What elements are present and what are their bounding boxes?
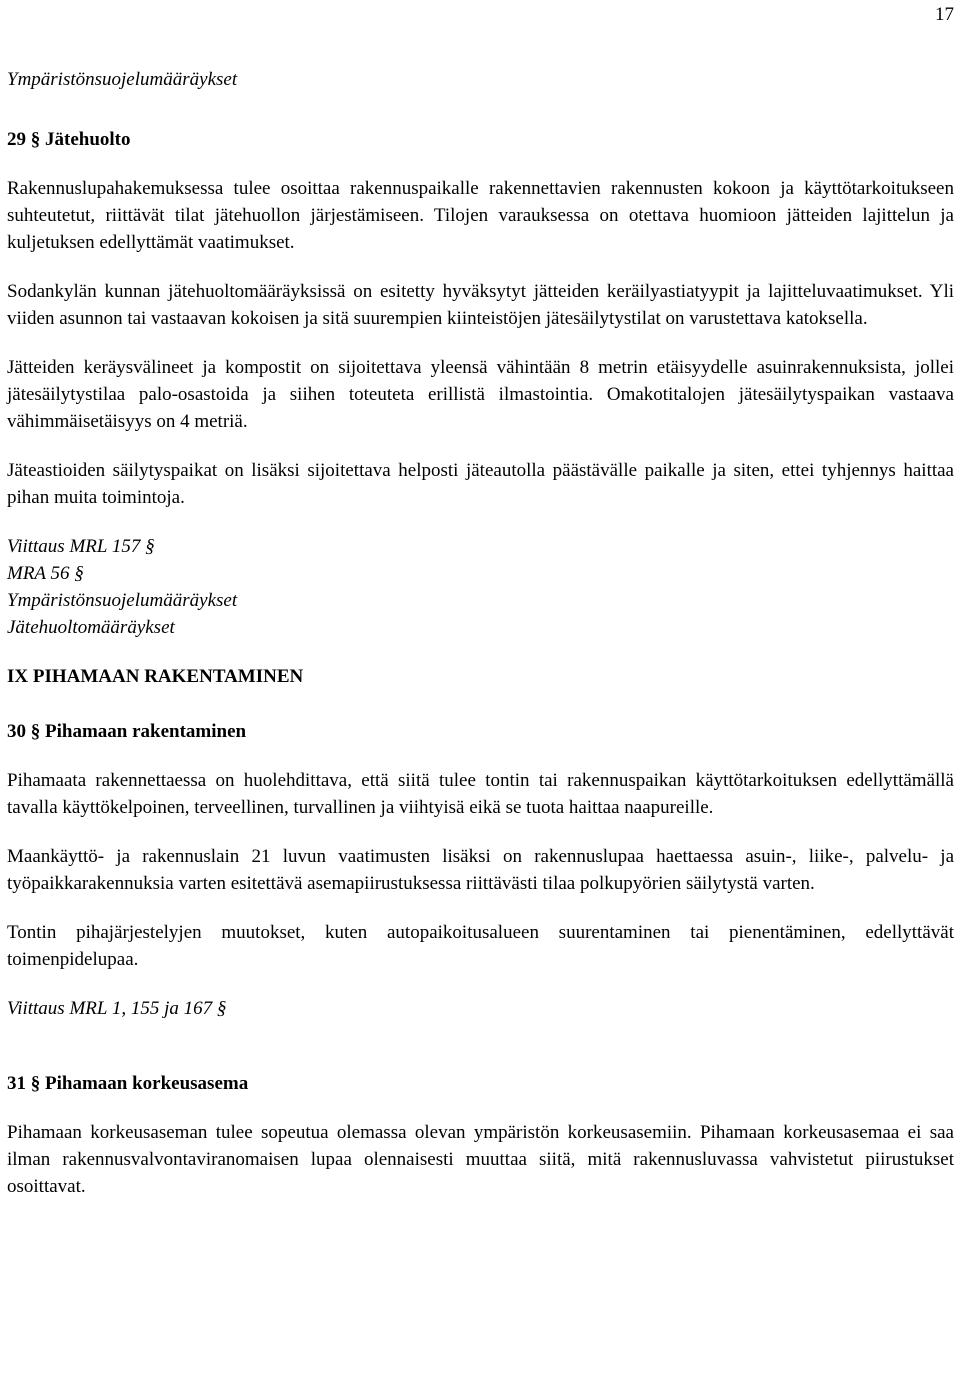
chapter-title: IX PIHAMAAN RAKENTAMINEN	[7, 666, 304, 687]
section-30-heading: 30 § Pihamaan rakentaminen	[7, 721, 247, 742]
section-label: Ympäristönsuojelumääräykset	[7, 69, 238, 90]
reference-line: MRA 56 §	[7, 563, 84, 584]
section-29-paragraph-2: Sodankylän kunnan jätehuoltomääräyksissä on esitetty hyväksytyt jätteiden keräilyastiatyypit ja lajitteluvaatimukset. Yli viiden asunnon tai vastaavan kokoisen ja sitä suurempien kiinteistöjen jätesäilytystilat on varustettava katoksella.	[7, 281, 954, 329]
reference-line: Viittaus MRL 157 §	[7, 536, 155, 557]
section-31-paragraph-1: Pihamaan korkeusaseman tulee sopeutua olemassa olevan ympäristön korkeusasemiin. Pihamaan korkeusasemaa ei saa ilman rakennusvalvontaviranomaisen lupaa olennaisesti muuttaa siitä, mitä rakennusluvassa vahvistetut piirustukset osoittavat.	[7, 1122, 954, 1197]
reference-line: Jätehuoltomääräykset	[7, 617, 175, 638]
section-30-reference: Viittaus MRL 1, 155 ja 167 §	[7, 998, 227, 1019]
section-29-paragraph-4: Jäteastioiden säilytyspaikat on lisäksi sijoitettava helposti jäteautolla päästävälle paikalle ja siten, ettei tyhjennys haittaa pihan muita toimintoja.	[7, 460, 954, 508]
section-30-paragraph-1: Pihamaata rakennettaessa on huolehdittava, että siitä tulee tontin tai rakennuspaikan käyttötarkoituksen edellyttämällä tavalla käyttökelpoinen, terveellinen, turvallinen ja viihtyisä eikä se tuota haittaa naapureille.	[7, 770, 954, 818]
page-number: 17	[935, 4, 954, 25]
section-29-references	[7, 533, 954, 641]
document-body	[7, 66, 954, 1222]
section-29-heading: 29 § Jätehuolto	[7, 129, 131, 150]
reference-line: Ympäristönsuojelumääräykset	[7, 590, 238, 611]
section-31-heading: 31 § Pihamaan korkeusasema	[7, 1073, 249, 1094]
section-29-paragraph-3: Jätteiden keräysvälineet ja kompostit on sijoitettava yleensä vähintään 8 metrin etäisyydelle asuinrakennuksista, jollei jätesäilytystilaa palo-osastoida ja siihen toteuteta erillistä ilmastointia. Omakotitalojen jätesäilytyspaikan vastaava vähimmäisetäisyys on 4 metriä.	[7, 357, 954, 432]
section-30-paragraph-2: Maankäyttö- ja rakennuslain 21 luvun vaatimusten lisäksi on rakennuslupaa haettaessa asuin-, liike-, palvelu- ja työpaikkarakennuksia varten esitettävä asemapiirustuksessa riittävästi tilaa polkupyörien säilytystä varten.	[7, 846, 954, 894]
section-30-paragraph-3: Tontin pihajärjestelyjen muutokset, kuten autopaikoitusalueen suurentaminen tai pienentäminen, edellyttävät toimenpidelupaa.	[7, 922, 954, 970]
section-29-paragraph-1: Rakennuslupahakemuksessa tulee osoittaa rakennuspaikalle rakennettavien rakennusten kokoon ja käyttötarkoitukseen suhteutetut, riittävät tilat jätehuollon järjestämiseen. Tilojen varauksessa on otettava huomioon jätteiden lajittelun ja kuljetuksen edellyttämät vaatimukset.	[7, 178, 954, 253]
spacer	[7, 1022, 954, 1070]
